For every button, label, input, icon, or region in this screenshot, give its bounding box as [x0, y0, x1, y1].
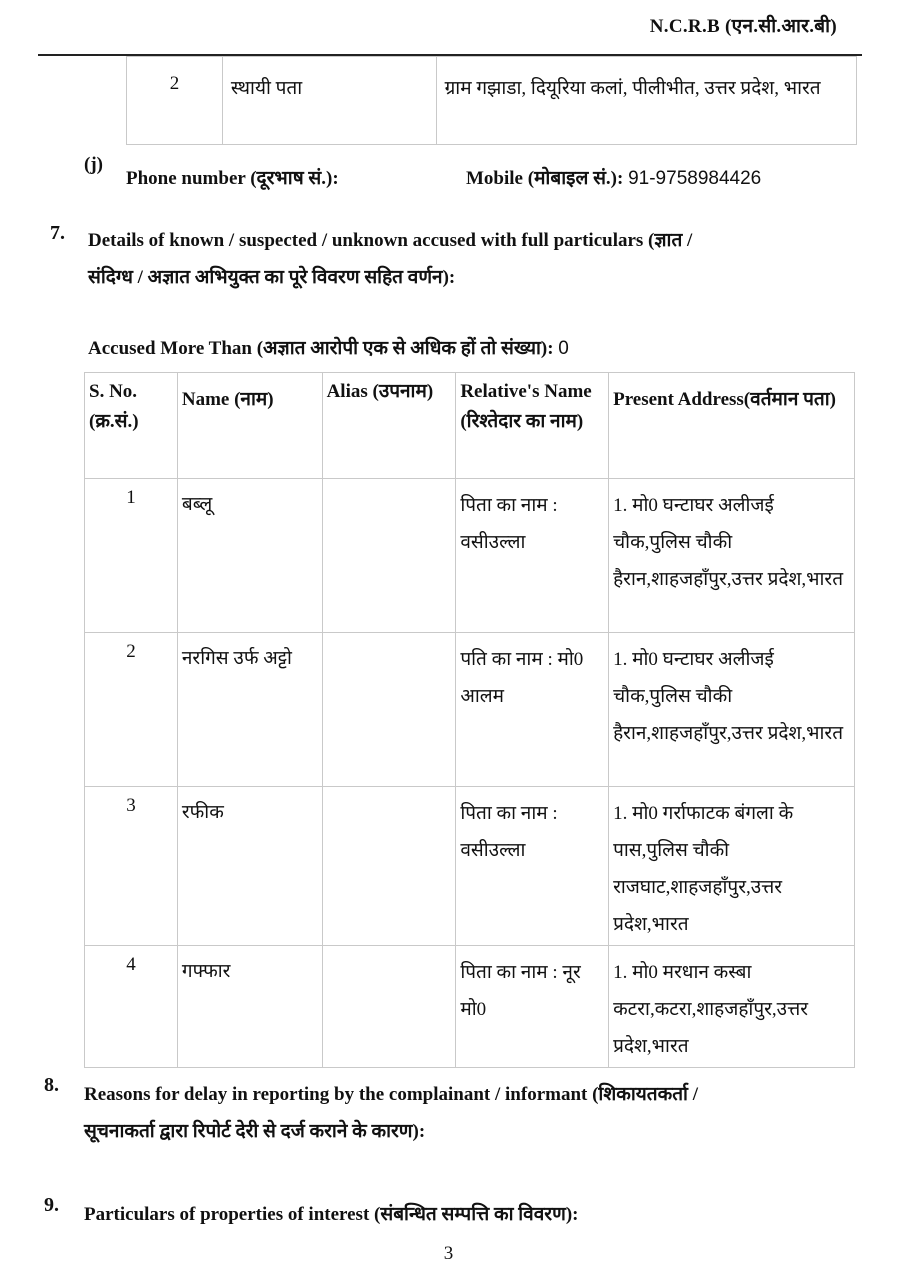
accused-relative: पिता का नाम : वसीउल्ला	[456, 479, 609, 633]
accused-more-than	[88, 334, 569, 360]
table-row	[85, 946, 855, 1068]
accused-name: गफ्फार	[177, 946, 322, 1068]
section-8-title	[84, 1076, 698, 1150]
section-9-title: Particulars of properties of interest (संबन्धित सम्पत्ति का विवरण):	[84, 1204, 579, 1225]
accused-address: 1. मो0 घन्टाघर अलीजई चौक,पुलिस चौकी हैरान,शाहजहाँपुर,उत्तर प्रदेश,भारत	[609, 633, 855, 787]
accused-alias	[322, 787, 456, 946]
page-header-title: N.C.R.B (एन.सी.आर.बी)	[649, 16, 837, 37]
table-row	[85, 787, 855, 946]
col-header-name: Name (नाम)	[177, 373, 322, 479]
accused-more-label: Accused More Than (अज्ञात आरोपी एक से अधिक हों तो संख्या):	[88, 338, 554, 359]
accused-table-header	[85, 373, 855, 479]
section-7-number: 7.	[50, 222, 65, 244]
mobile-number	[466, 164, 761, 190]
phone-number-label: Phone number (दूरभाष सं.):	[126, 168, 339, 189]
table-row	[127, 57, 857, 145]
col-header-sno: S. No. (क्र.सं.)	[85, 373, 178, 479]
accused-name: रफीक	[177, 787, 322, 946]
accused-table	[84, 372, 855, 1068]
accused-address: 1. मो0 मरधान कस्बा कटरा,कटरा,शाहजहाँपुर,उत्तर प्रदेश,भारत	[609, 946, 855, 1068]
accused-sno: 3	[85, 787, 178, 946]
accused-alias	[322, 946, 456, 1068]
phone-row-marker: (j)	[84, 154, 103, 175]
section-8-number: 8.	[44, 1074, 59, 1096]
section-8-title-line1: Reasons for delay in reporting by the complainant / informant (शिकायतकर्ता /	[84, 1084, 698, 1105]
table-row	[85, 633, 855, 787]
section-8-title-line2: सूचनाकर्ता द्वारा रिपोर्ट देरी से दर्ज कराने के कारण):	[84, 1121, 426, 1142]
mobile-value: 91-9758984426	[628, 168, 762, 189]
accused-sno: 1	[85, 479, 178, 633]
accused-sno: 2	[85, 633, 178, 787]
address-value: ग्राम गझाडा, दियूरिया कलां, पीलीभीत, उत्तर प्रदेश, भारत	[436, 57, 856, 145]
accused-relative: पिता का नाम : वसीउल्ला	[456, 787, 609, 946]
accused-address: 1. मो0 गर्राफाटक बंगला के पास,पुलिस चौकी राजघाट,शाहजहाँपुर,उत्तर प्रदेश,भारत	[609, 787, 855, 946]
table-row	[85, 479, 855, 633]
section-9-number: 9.	[44, 1194, 59, 1216]
page-number: 3	[443, 1243, 454, 1264]
col-header-alias: Alias (उपनाम)	[322, 373, 456, 479]
accused-relative: पति का नाम : मो0 आलम	[456, 633, 609, 787]
address-sno: 2	[127, 57, 223, 145]
address-type: स्थायी पता	[222, 57, 436, 145]
accused-relative: पिता का नाम : नूर मो0	[456, 946, 609, 1068]
section-7-title-line2: संदिग्ध / अज्ञात अभियुक्त का पूरे विवरण सहित वर्णन):	[88, 267, 456, 288]
accused-alias	[322, 479, 456, 633]
col-header-address: Present Address(वर्तमान पता)	[609, 373, 855, 479]
section-7-title-line1: Details of known / suspected / unknown accused with full particulars (ज्ञात /	[88, 230, 693, 251]
accused-more-value: 0	[558, 338, 569, 359]
accused-alias	[322, 633, 456, 787]
accused-name: नरगिस उर्फ अट्टो	[177, 633, 322, 787]
address-table	[126, 56, 857, 145]
accused-name: बब्लू	[177, 479, 322, 633]
section-7-title	[88, 222, 692, 296]
mobile-label: Mobile (मोबाइल सं.):	[466, 168, 624, 189]
accused-sno: 4	[85, 946, 178, 1068]
accused-address: 1. मो0 घन्टाघर अलीजई चौक,पुलिस चौकी हैरान,शाहजहाँपुर,उत्तर प्रदेश,भारत	[609, 479, 855, 633]
col-header-relative: Relative's Name (रिश्तेदार का नाम)	[456, 373, 609, 479]
